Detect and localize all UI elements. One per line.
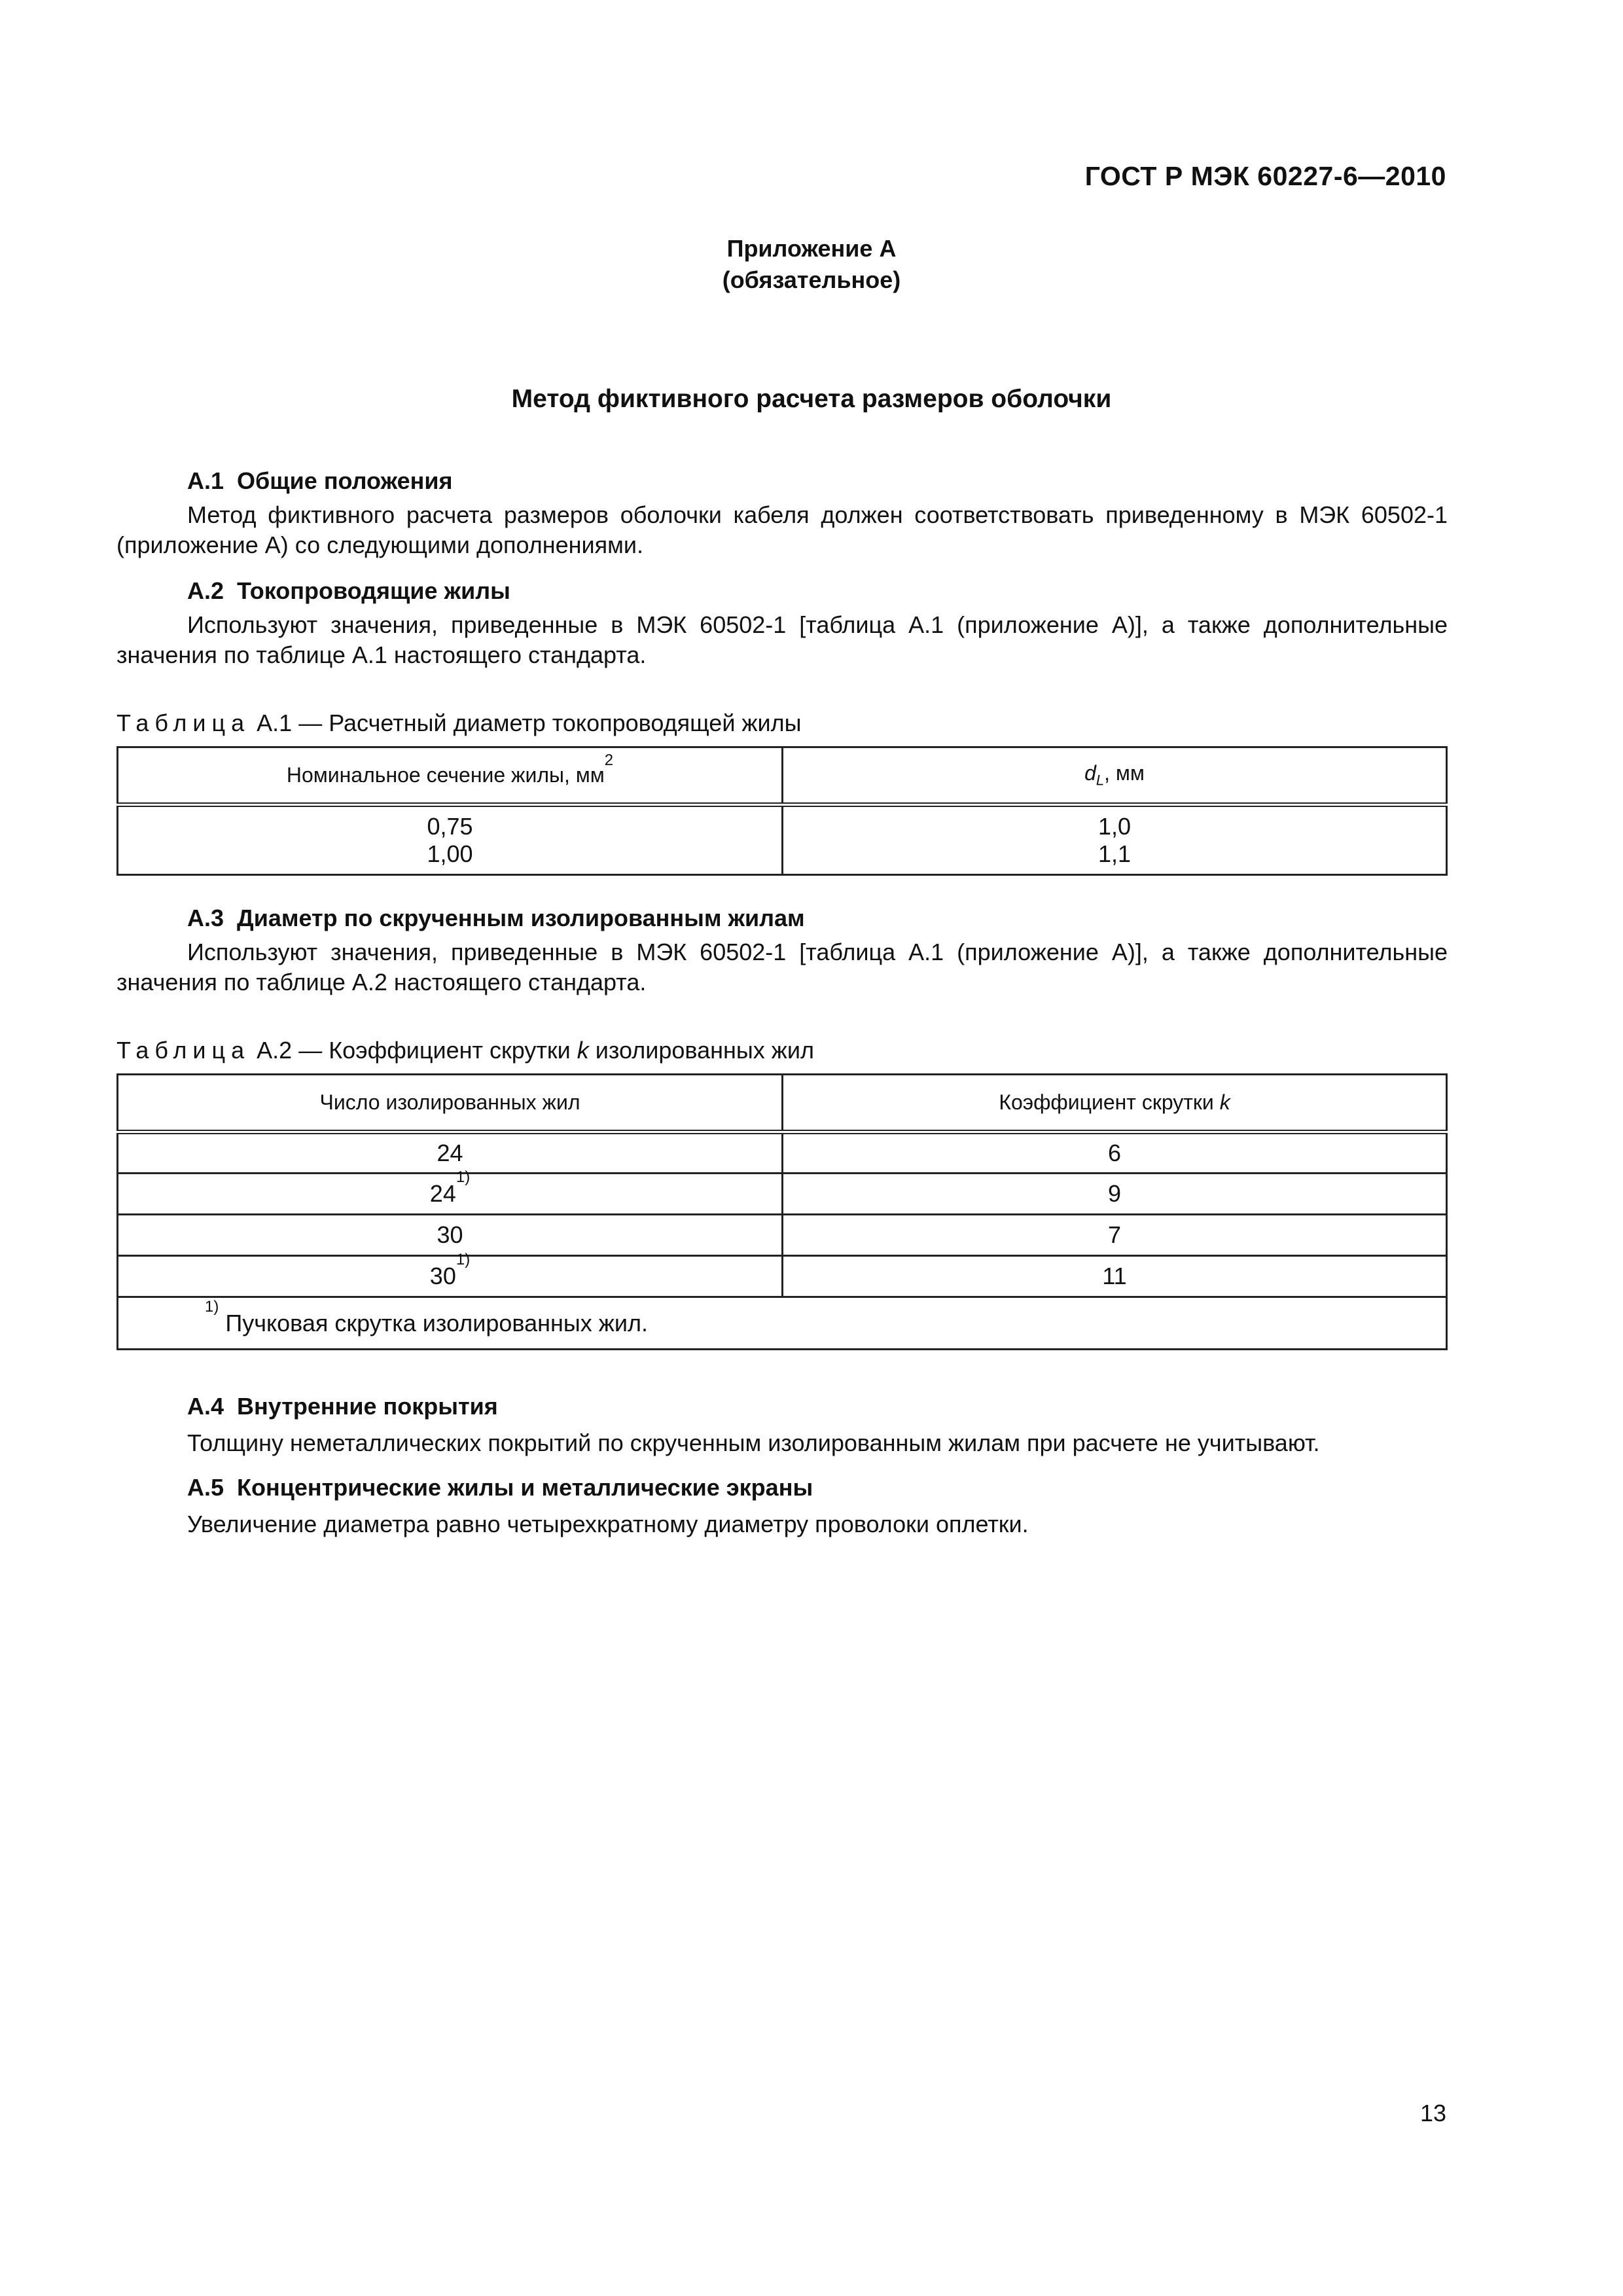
table-a1-caption: [116, 708, 1448, 738]
section-number: А.4: [187, 1393, 224, 1420]
section-text: Толщину неметаллических покрытий по скрученным изолированным жилам при расчете не учитывают.: [187, 1429, 1320, 1456]
footnote-mark: 1): [205, 1297, 219, 1316]
table-footnote-row: [118, 1297, 1447, 1350]
section-title: Токопроводящие жилы: [237, 577, 510, 604]
section-heading: [116, 903, 1448, 933]
table-cell: 1,0 1,1: [783, 805, 1447, 875]
section-number: А.1: [187, 467, 224, 494]
table-a2: [116, 1073, 1448, 1350]
table-a2-caption: Таблица А.2 — Коэффициент скрутки k изолированных жил: [116, 1037, 814, 1064]
header-cell: $d_L$, мм: [783, 747, 1447, 805]
table-row: [118, 1215, 1447, 1256]
table-cell: 24$^{1)}$: [118, 1174, 783, 1215]
section-a4: [116, 1391, 1448, 1458]
table-cell: 11: [783, 1256, 1447, 1297]
section-title: Концентрические жилы и металлические экраны: [237, 1474, 813, 1501]
table-header-row: [118, 747, 1447, 805]
page-number: 13: [1419, 2100, 1446, 2126]
section-text: Используют значения, приведенные в МЭК 60502-1 [таблица А.1 (приложение А)], а также дополнительные значения по таблице А.2 настоящего стандарта.: [116, 939, 1448, 996]
section-number: А.2: [187, 577, 224, 604]
section-a2: [116, 576, 1448, 670]
table-cell: 30$^{1)}$: [118, 1256, 783, 1297]
section-text: Метод фиктивного расчета размеров оболочки кабеля должен соответствовать приведенному в МЭК 60502-1 (приложение А) со следующими дополнениями.: [116, 501, 1448, 558]
section-text: Используют значения, приведенные в МЭК 60502-1 [таблица А.1 (приложение А)], а также дополнительные значения по таблице А.1 настоящего стандарта.: [116, 611, 1448, 668]
header-cell: Число изолированных жил: [118, 1075, 783, 1132]
section-heading: [116, 466, 1448, 496]
table-cell: 30: [118, 1215, 783, 1256]
section-heading: [116, 576, 1448, 606]
section-a5: [116, 1473, 1448, 1539]
table-header-row: [118, 1075, 1447, 1132]
section-title: Общие положения: [237, 467, 453, 494]
annex-heading: [0, 233, 1623, 296]
header-cell: Номинальное сечение жилы, $мм^2$: [118, 747, 783, 805]
section-a1: [116, 466, 1448, 560]
header-cell: Коэффициент скрутки k: [783, 1075, 1447, 1132]
table-cell: 7: [783, 1215, 1447, 1256]
section-heading: [116, 1473, 1448, 1503]
table-a1: [116, 746, 1448, 876]
section-a3: [116, 903, 1448, 997]
document-id-header: ГОСТ Р МЭК 60227-6—2010: [1084, 161, 1446, 191]
table-cell: 0,75 1,00: [118, 805, 783, 875]
section-title: Внутренние покрытия: [237, 1393, 498, 1420]
table-cell: 24: [118, 1132, 783, 1174]
annex-label: Приложение А: [726, 235, 897, 262]
section-heading: [116, 1391, 1448, 1422]
table-row: [118, 1174, 1447, 1215]
table-cell: 9: [783, 1174, 1447, 1215]
annex-status: (обязательное): [722, 266, 901, 293]
table-row: [118, 1132, 1447, 1174]
table-footnote: [118, 1297, 1447, 1350]
caption-text: А.1 — Расчетный диаметр токопроводящей жилы: [257, 709, 802, 736]
section-number: А.5: [187, 1474, 224, 1501]
section-number: А.3: [187, 905, 224, 931]
table-row: [118, 1256, 1447, 1297]
table-word: Таблица: [116, 709, 251, 736]
table-word: Таблица: [116, 1037, 251, 1064]
footnote-text: Пучковая скрутка изолированных жил.: [219, 1309, 648, 1336]
annex-title: Метод фиктивного расчета размеров оболочки: [511, 385, 1112, 413]
section-text: Увеличение диаметра равно четырехкратному диаметру проволоки оплетки.: [187, 1511, 1029, 1537]
section-title: Диаметр по скрученным изолированным жилам: [237, 905, 805, 931]
table-cell: 6: [783, 1132, 1447, 1174]
table-row: [118, 805, 1447, 875]
